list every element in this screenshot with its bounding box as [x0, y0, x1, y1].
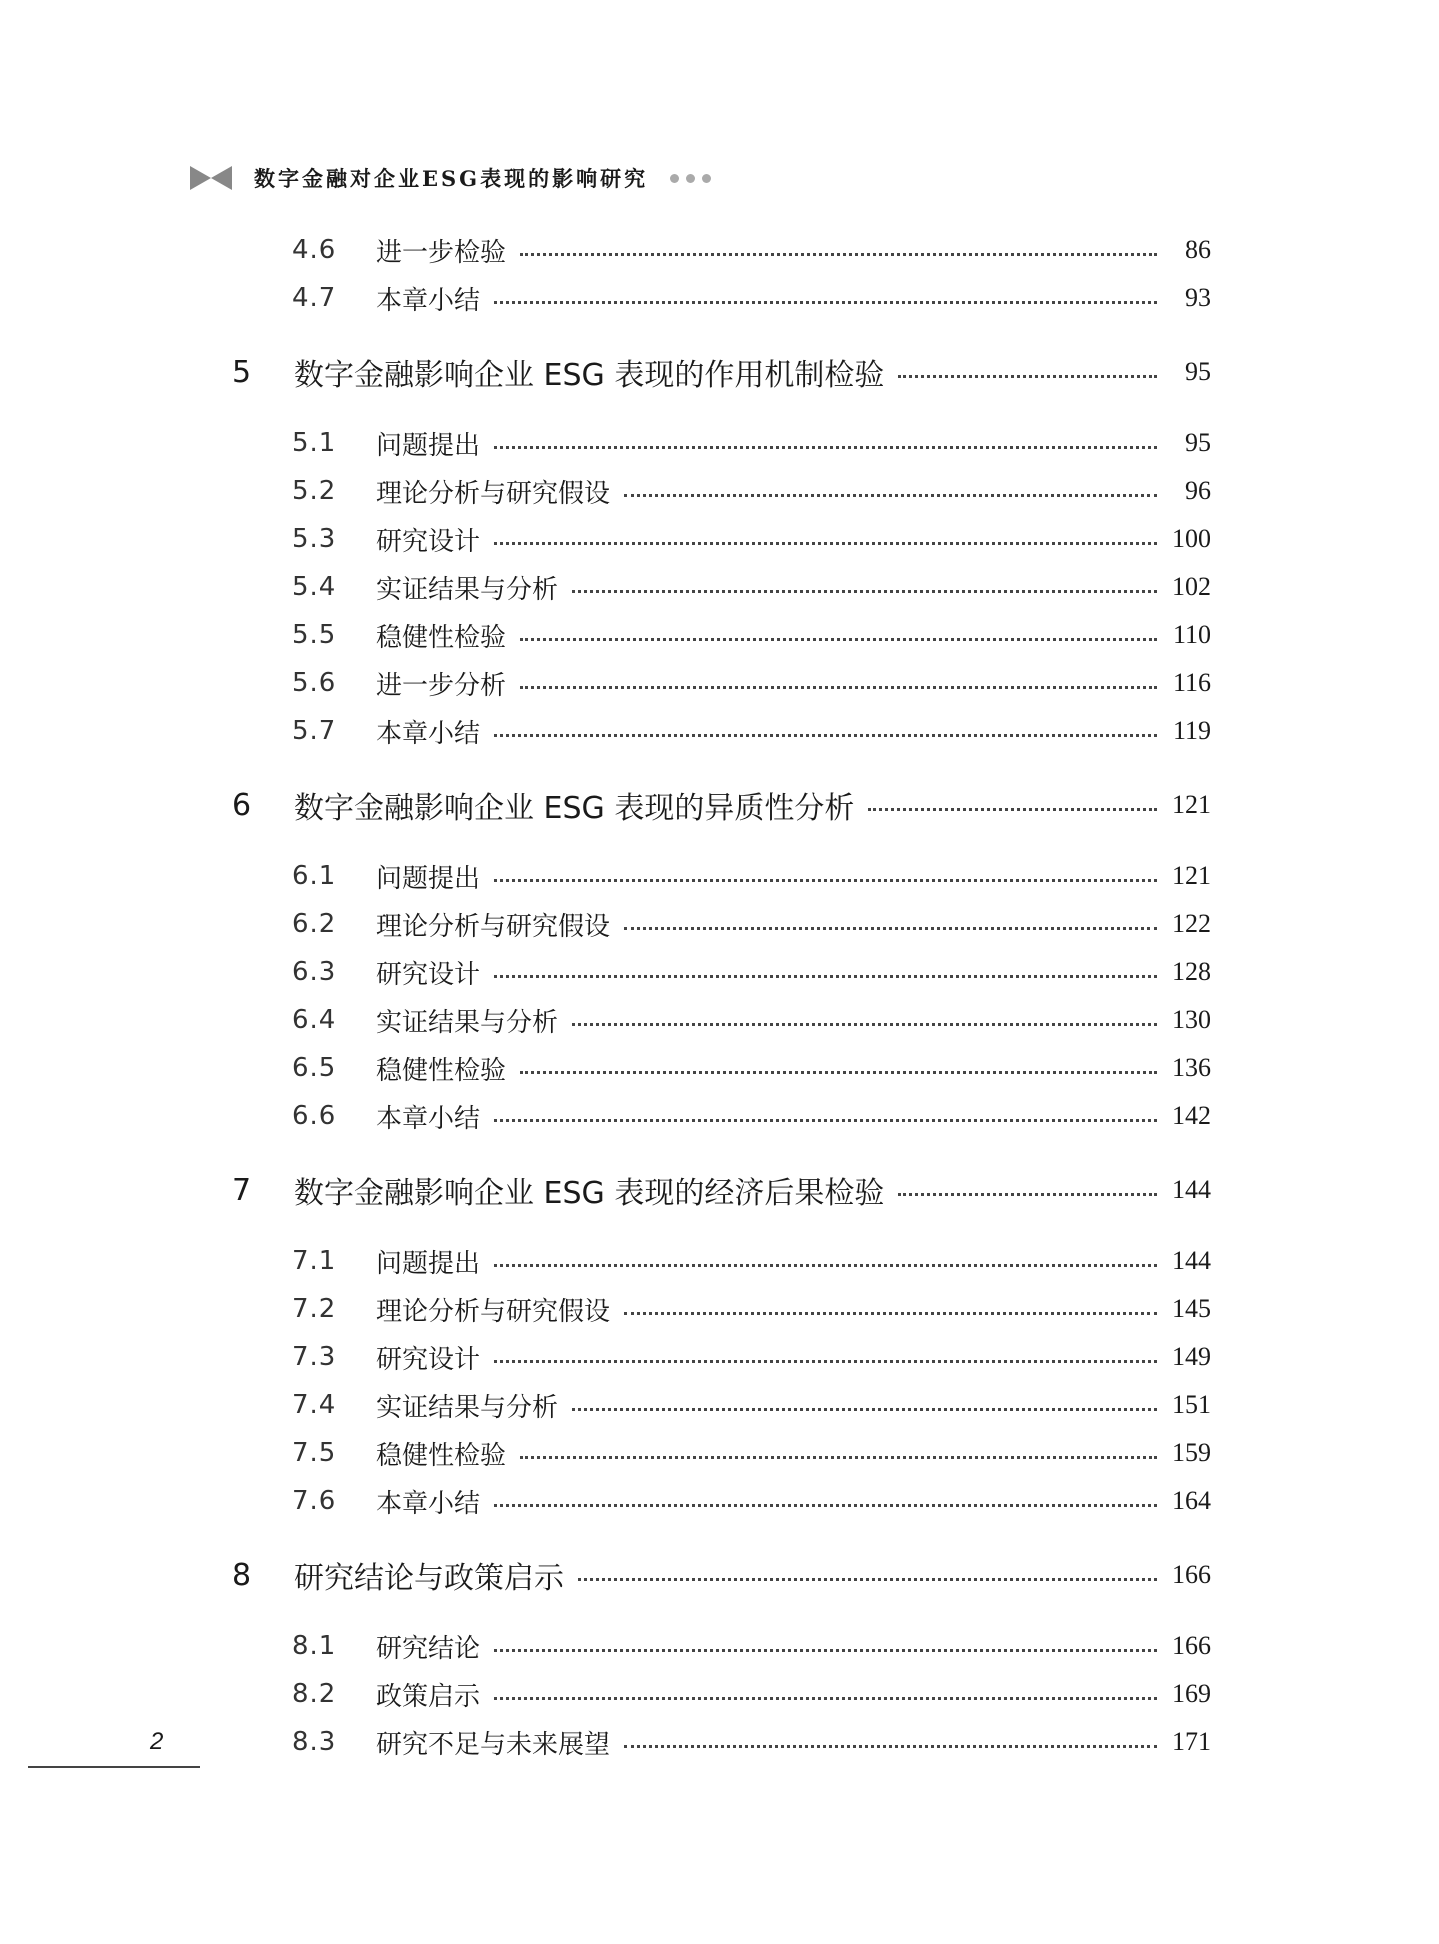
toc-section-entry	[292, 1626, 1211, 1666]
dot-leader	[494, 734, 1157, 737]
toc-section-entry	[292, 1385, 1211, 1425]
toc-section-entry	[292, 423, 1211, 463]
toc-section-entry	[292, 519, 1211, 559]
dot-leader	[494, 542, 1157, 545]
toc-entry-number: 5.2	[292, 476, 337, 506]
toc-entry-title: 研究设计	[376, 526, 481, 557]
dot-leader	[624, 1745, 1157, 1748]
toc-entry-number: 8.2	[292, 1679, 337, 1709]
toc-entry-page: 102	[1172, 572, 1211, 601]
bowtie-ornament-icon	[190, 166, 232, 190]
toc-entry-page: 128	[1172, 957, 1211, 986]
toc-entry-number: 8.1	[292, 1631, 337, 1661]
toc-entry-number: 7.3	[292, 1342, 337, 1372]
toc-section-entry	[292, 1000, 1211, 1040]
toc-entry-page: 110	[1172, 620, 1211, 649]
toc-entry-number: 5.4	[292, 572, 337, 602]
toc-entry-page: 86	[1185, 235, 1211, 264]
toc-entry-title: 稳健性检验	[376, 1440, 507, 1471]
toc-chapter-entry	[232, 350, 1211, 394]
toc-entry-title: 研究设计	[376, 959, 481, 990]
dot-leader	[624, 1312, 1157, 1315]
toc-entry-number: 5.5	[292, 620, 337, 650]
toc-section-entry	[292, 230, 1211, 270]
toc-chapter-entry	[232, 1553, 1211, 1597]
toc-entry-title: 数字金融影响企业 ESG 表现的作用机制检验	[294, 358, 885, 393]
dot-leader	[494, 446, 1157, 449]
dot-leader	[494, 1119, 1157, 1122]
toc-entry-title: 数字金融影响企业 ESG 表现的异质性分析	[294, 791, 855, 826]
dot-leader	[494, 1697, 1157, 1700]
toc-entry-number: 5.3	[292, 524, 337, 554]
toc-entry-title: 实证结果与分析	[376, 1007, 559, 1038]
toc-entry-number: 6	[232, 787, 252, 823]
toc-entry-page: 159	[1172, 1438, 1211, 1467]
dots-ornament-icon	[670, 174, 718, 183]
toc-section-entry	[292, 567, 1211, 607]
toc-entry-page: 145	[1172, 1294, 1211, 1323]
toc-section-entry	[292, 711, 1211, 751]
toc-section-entry	[292, 278, 1211, 318]
toc-entry-title: 政策启示	[376, 1681, 481, 1712]
toc-section-entry	[292, 1674, 1211, 1714]
dot-leader	[578, 1578, 1157, 1581]
toc-entry-page: 169	[1172, 1679, 1211, 1708]
toc-entry-number: 6.5	[292, 1053, 337, 1083]
toc-entry-page: 151	[1172, 1390, 1211, 1419]
toc-entry-title: 数字金融影响企业 ESG 表现的经济后果检验	[294, 1176, 885, 1211]
toc-entry-page: 121	[1172, 790, 1211, 819]
dot-leader	[572, 1408, 1157, 1411]
toc-entry-number: 8.3	[292, 1727, 337, 1757]
dot-leader	[520, 686, 1157, 689]
dot-leader	[868, 808, 1157, 811]
running-header-title: 数字金融对企业ESG表现的影响研究	[254, 166, 649, 191]
dot-leader	[624, 494, 1157, 497]
dot-leader	[520, 1456, 1157, 1459]
dot-leader	[572, 1023, 1157, 1026]
dot-leader	[494, 975, 1157, 978]
toc-entry-title: 问题提出	[376, 863, 481, 894]
toc-entry-number: 7	[232, 1172, 252, 1208]
dot-leader	[494, 1264, 1157, 1267]
toc-entry-title: 本章小结	[376, 718, 481, 749]
toc-section-entry	[292, 856, 1211, 896]
toc-entry-page: 95	[1185, 428, 1211, 457]
toc-entry-title: 进一步检验	[376, 237, 507, 268]
toc-entry-page: 142	[1172, 1101, 1211, 1130]
toc-entry-title: 研究结论	[376, 1633, 481, 1664]
toc-entry-title: 进一步分析	[376, 670, 507, 701]
toc-entry-number: 6.2	[292, 909, 337, 939]
toc-entry-number: 5.7	[292, 716, 337, 746]
toc-entry-page: 171	[1172, 1727, 1211, 1756]
toc-entry-title: 本章小结	[376, 1103, 481, 1134]
toc-entry-page: 93	[1185, 283, 1211, 312]
dot-leader	[494, 1649, 1157, 1652]
toc-entry-page: 164	[1172, 1486, 1211, 1515]
toc-chapter-entry	[232, 783, 1211, 827]
toc-entry-page: 166	[1172, 1631, 1211, 1660]
dot-leader	[898, 375, 1157, 378]
toc-entry-page: 122	[1172, 909, 1211, 938]
running-header	[190, 158, 718, 198]
toc-section-entry	[292, 1096, 1211, 1136]
dot-leader	[494, 879, 1157, 882]
toc-entry-number: 7.2	[292, 1294, 337, 1324]
toc-section-entry	[292, 1722, 1211, 1762]
toc-entry-page: 136	[1172, 1053, 1211, 1082]
toc-entry-number: 4.6	[292, 235, 337, 265]
toc-entry-title: 本章小结	[376, 285, 481, 316]
toc-section-entry	[292, 663, 1211, 703]
toc-section-entry	[292, 1048, 1211, 1088]
toc-entry-page: 149	[1172, 1342, 1211, 1371]
toc-entry-number: 5	[232, 354, 252, 390]
dot-leader	[520, 638, 1157, 641]
dot-leader	[572, 590, 1157, 593]
dot-leader	[494, 1504, 1157, 1507]
toc-section-entry	[292, 1289, 1211, 1329]
toc-section-entry	[292, 1481, 1211, 1521]
toc-entry-number: 6.3	[292, 957, 337, 987]
toc-entry-number: 7.1	[292, 1246, 337, 1276]
toc-entry-title: 研究结论与政策启示	[294, 1561, 564, 1596]
toc-section-entry	[292, 1241, 1211, 1281]
toc-entry-page: 100	[1172, 524, 1211, 553]
toc-section-entry	[292, 904, 1211, 944]
toc-entry-page: 166	[1172, 1560, 1211, 1589]
toc-entry-page: 95	[1185, 357, 1211, 386]
toc-section-entry	[292, 1337, 1211, 1377]
toc-section-entry	[292, 1433, 1211, 1473]
toc-entry-title: 理论分析与研究假设	[376, 478, 611, 509]
dot-leader	[494, 301, 1157, 304]
toc-entry-title: 稳健性检验	[376, 1055, 507, 1086]
toc-entry-page: 144	[1172, 1175, 1211, 1204]
toc-entry-page: 119	[1172, 716, 1211, 745]
toc-entry-title: 问题提出	[376, 430, 481, 461]
toc-entry-page: 130	[1172, 1005, 1211, 1034]
toc-entry-number: 7.4	[292, 1390, 337, 1420]
toc-entry-title: 本章小结	[376, 1488, 481, 1519]
toc-section-entry	[292, 471, 1211, 511]
dot-leader	[520, 253, 1157, 256]
toc-entry-title: 实证结果与分析	[376, 574, 559, 605]
page-number: 2	[150, 1728, 164, 1755]
toc-entry-page: 144	[1172, 1246, 1211, 1275]
toc-entry-title: 理论分析与研究假设	[376, 911, 611, 942]
toc-entry-number: 7.5	[292, 1438, 337, 1468]
toc-entry-number: 6.4	[292, 1005, 337, 1035]
toc-entry-number: 6.1	[292, 861, 337, 891]
toc-entry-title: 研究设计	[376, 1344, 481, 1375]
toc-entry-number: 4.7	[292, 283, 337, 313]
toc-entry-number: 5.1	[292, 428, 337, 458]
toc-section-entry	[292, 615, 1211, 655]
toc-section-entry	[292, 952, 1211, 992]
toc-entry-title: 实证结果与分析	[376, 1392, 559, 1423]
toc-entry-number: 5.6	[292, 668, 337, 698]
toc-entry-title: 研究不足与未来展望	[376, 1729, 611, 1760]
dot-leader	[494, 1360, 1157, 1363]
toc-entry-title: 问题提出	[376, 1248, 481, 1279]
toc-entry-number: 8	[232, 1557, 252, 1593]
toc-entry-title: 理论分析与研究假设	[376, 1296, 611, 1327]
toc-entry-number: 7.6	[292, 1486, 337, 1516]
dot-leader	[898, 1193, 1157, 1196]
toc-entry-number: 6.6	[292, 1101, 337, 1131]
toc-chapter-entry	[232, 1168, 1211, 1212]
folio-rule	[28, 1766, 200, 1768]
toc-entry-page: 121	[1172, 861, 1211, 890]
toc-entry-title: 稳健性检验	[376, 622, 507, 653]
dot-leader	[520, 1071, 1157, 1074]
toc-entry-page: 116	[1172, 668, 1211, 697]
dot-leader	[624, 927, 1157, 930]
toc-entry-page: 96	[1185, 476, 1211, 505]
